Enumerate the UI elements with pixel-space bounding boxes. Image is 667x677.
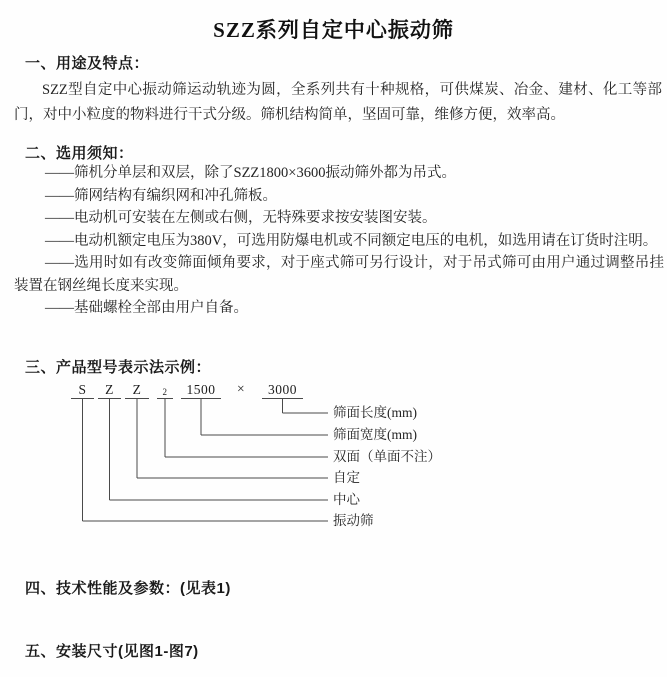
section-5-heading: 五、安装尺寸(见图1-图7) xyxy=(25,643,199,660)
paragraph-line: SZZ型自定中心振动筛运动轨迹为圆，全系列共有十种规格，可供煤炭、冶金、建材、化工等部 xyxy=(42,82,662,98)
model-part-label: 振动筛 xyxy=(333,513,374,528)
model-code-symbol: Z xyxy=(98,383,121,399)
page-title: SZZ系列自定中心振动筛 xyxy=(213,18,454,42)
model-code-symbol: S xyxy=(71,383,94,399)
section-1-heading: 一、用途及特点： xyxy=(25,55,150,72)
model-notation-diagram xyxy=(0,383,667,548)
list-item-line: 装置在钢丝绳长度来实现。 xyxy=(14,277,188,294)
section-3-heading: 三、产品型号表示法示例： xyxy=(25,359,212,376)
list-item-line: ——筛网结构有编织网和冲孔筛板。 xyxy=(45,187,277,204)
list-item-line: ——筛机分单层和双层，除了SZZ1800×3600振动筛外都为吊式。 xyxy=(45,165,456,181)
section-4-heading: 四、技术性能及参数：(见表1) xyxy=(25,580,231,597)
model-part-label: 自定 xyxy=(333,470,360,485)
model-part-label: 双面（单面不注） xyxy=(333,449,441,464)
list-item-line: ——电动机额定电压为380V，可选用防爆电机或不同额定电压的电机，如选用请在订货时注明。 xyxy=(45,232,658,249)
selection-notes-list xyxy=(14,162,664,320)
model-part-label: 中心 xyxy=(333,492,360,507)
list-item-line: ——基础螺栓全部由用户自备。 xyxy=(45,300,248,316)
paragraph-line: 门，对中小粒度的物料进行干式分级。筛机结构简单，坚固可靠，维修方便，效率高。 xyxy=(14,107,565,123)
model-multiply-sign: × xyxy=(236,381,246,396)
model-code-symbol: 3000 xyxy=(262,383,303,399)
model-part-label: 筛面长度(mm) xyxy=(333,405,417,420)
model-part-label: 筛面宽度(mm) xyxy=(333,427,417,442)
list-item-line: ——电动机可安装在左侧或右侧，无特殊要求按安装图安装。 xyxy=(45,210,437,226)
model-code-symbol: 2 xyxy=(157,383,173,399)
model-code-symbol: 1500 xyxy=(181,383,221,399)
list-item-line: ——选用时如有改变筛面倾角要求，对于座式筛可另行设计，对于吊式筛可由用户通过调整吊挂 xyxy=(45,255,664,271)
section-2-heading: 二、选用须知： xyxy=(25,145,134,162)
intro-paragraph xyxy=(14,78,662,128)
model-code-symbol: Z xyxy=(125,383,149,399)
